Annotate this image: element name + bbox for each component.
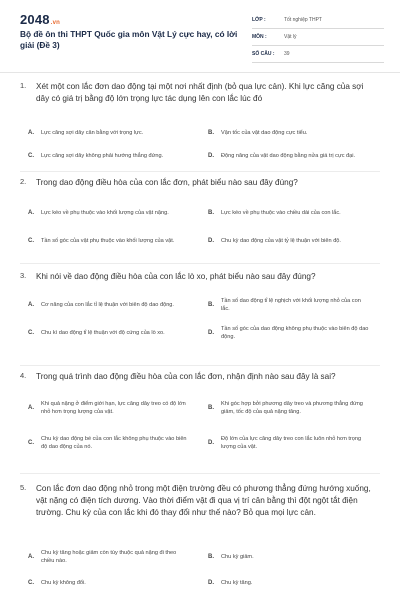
- site-logo[interactable]: [20, 12, 60, 27]
- option-d[interactable]: [208, 231, 378, 251]
- question-text: Trong dao động điều hòa của con lắc đơn, phát biểu nào sau đây đúng?: [36, 178, 298, 187]
- option-c[interactable]: [28, 577, 198, 589]
- option-letter: C.: [28, 153, 34, 159]
- option-letter: B.: [208, 405, 214, 411]
- meta-row-subject: [252, 29, 384, 46]
- option-letter: B.: [208, 210, 214, 216]
- question-number: 3.: [20, 271, 27, 280]
- option-text: Chu kỳ dao động bé của con lắc không phụ thuộc vào biên độ dao động của nó.: [41, 436, 187, 450]
- option-text: Cơ năng của con lắc tỉ lệ thuận với biên độ dao động.: [41, 302, 174, 308]
- question-separator: [20, 365, 380, 366]
- meta-row-count: [252, 46, 384, 63]
- option-letter: A.: [28, 554, 34, 560]
- option-text: Độ lớn của lực căng dây treo con lắc luôn nhỏ hơn trọng lượng của vật.: [221, 436, 362, 450]
- question-list: [0, 73, 400, 600]
- option-letter: C.: [28, 580, 34, 586]
- option-text: Tần số góc của dao động không phụ thuộc vào biên độ dao động.: [221, 326, 369, 340]
- question-separator: [20, 171, 380, 172]
- page-header: [0, 0, 400, 72]
- question-separator: [20, 263, 380, 264]
- option-c[interactable]: [28, 323, 188, 343]
- question-text: Trong quá trình dao động điều hòa của con lắc đơn, nhận định nào sau đây là sai?: [36, 372, 336, 381]
- option-text: Chu kì dao động tỉ lệ thuận với độ cứng của lò xo.: [41, 330, 165, 336]
- option-text: Chu kỳ giảm.: [221, 554, 254, 560]
- option-a[interactable]: [28, 547, 198, 567]
- question-number: 2.: [20, 177, 27, 186]
- document-title: Bộ đề ôn thi THPT Quốc gia môn Vật Lý cực hay, có lời giải (Đề 3): [20, 29, 238, 50]
- option-text: Động năng của vật dao động bằng nửa giá trị cực đại.: [221, 153, 356, 159]
- option-d[interactable]: [208, 147, 378, 165]
- meta-label: SỐ CÂU :: [252, 51, 275, 57]
- option-c[interactable]: [28, 231, 188, 251]
- option-letter: A.: [28, 210, 34, 216]
- option-b[interactable]: [208, 547, 378, 567]
- option-letter: D.: [208, 153, 214, 159]
- option-text: Tần số góc của vật phụ thuộc vào khối lượng của vật.: [41, 238, 175, 244]
- question-number: 5.: [20, 483, 27, 492]
- question-number: 4.: [20, 371, 27, 380]
- option-text: Lực kéo về phụ thuộc vào chiều dài của con lắc.: [221, 210, 341, 216]
- question-item: [0, 177, 400, 267]
- option-a[interactable]: [28, 127, 188, 139]
- option-letter: C.: [28, 330, 34, 336]
- meta-label: MÔN :: [252, 34, 267, 40]
- question-item: [0, 483, 400, 600]
- question-item: [0, 371, 400, 475]
- option-text: Chu kỳ dao động của vật tỷ lệ thuận với biên độ.: [221, 238, 341, 244]
- question-text: Xét một con lắc đơn dao động tại một nơi nhất định (bỏ qua lực cản). Khi lực căng của sợi dây có giá trị bằng độ lớn trọng lực tác dụng lên con lắc lúc đó: [36, 82, 364, 103]
- option-text: Chu kỳ tăng.: [221, 580, 253, 586]
- option-d[interactable]: [208, 433, 378, 453]
- option-letter: C.: [28, 238, 34, 244]
- option-a[interactable]: [28, 203, 188, 223]
- meta-row-class: [252, 12, 384, 29]
- meta-label: LỚP :: [252, 17, 266, 23]
- option-letter: C.: [28, 440, 34, 446]
- option-letter: B.: [208, 130, 214, 136]
- option-text: Khi góc hợp bởi phương dây treo và phương thẳng đứng giảm, tốc độ của quả nặng tăng.: [221, 401, 363, 415]
- option-b[interactable]: [208, 295, 378, 315]
- option-letter: D.: [208, 330, 214, 336]
- option-text: Lực căng sợi dây cân bằng với trọng lực.: [41, 130, 144, 136]
- option-letter: D.: [208, 580, 214, 586]
- option-d[interactable]: [208, 323, 378, 343]
- meta-value: Vật lý: [284, 34, 297, 40]
- meta-value: 39: [284, 51, 290, 57]
- option-text: Khi quả nặng ở điểm giới hạn, lực căng dây treo có độ lớn nhỏ hơn trọng lượng của vật.: [41, 401, 186, 415]
- option-d[interactable]: [208, 577, 378, 589]
- question-text: Khi nói về dao động điều hòa của con lắc lò xo, phát biểu nào sau đây đúng?: [36, 272, 316, 281]
- question-separator: [20, 473, 380, 474]
- logo-main: 2048: [20, 12, 50, 27]
- option-text: Lực kéo về phụ thuộc vào khối lượng của vật nặng.: [41, 210, 169, 216]
- option-letter: A.: [28, 405, 34, 411]
- option-text: Lực căng sợi dây không phải hướng thẳng đứng.: [41, 153, 164, 159]
- option-letter: B.: [208, 554, 214, 560]
- meta-value: Tốt nghiệp THPT: [284, 17, 322, 23]
- question-item: [0, 81, 400, 181]
- option-letter: D.: [208, 238, 214, 244]
- option-b[interactable]: [208, 127, 378, 139]
- question-item: [0, 271, 400, 357]
- option-text: Tần số dao động tỉ lệ nghịch với khối lượng nhỏ của con lắc.: [221, 298, 361, 312]
- option-letter: D.: [208, 440, 214, 446]
- meta-info: [252, 12, 384, 63]
- logo-sub: .vn: [50, 20, 61, 26]
- option-letter: A.: [28, 130, 34, 136]
- question-text: Con lắc đơn dao động nhỏ trong một điện trường đều có phương thẳng đứng hướng xuống, vật nặng có điện tích dương. Vào thời điểm vật đi qua vị trí cân bằng thì đột ngột tắt điện trường. Chu kỳ của con lắc khi đó thay đổi như thế nào? Bỏ qua mọi lực cản.: [36, 484, 371, 517]
- option-a[interactable]: [28, 295, 188, 315]
- option-c[interactable]: [28, 433, 198, 453]
- option-a[interactable]: [28, 395, 198, 421]
- question-number: 1.: [20, 81, 27, 90]
- option-letter: B.: [208, 302, 214, 308]
- option-text: Chu kỳ tăng hoặc giảm còn tùy thuộc quả nặng đi theo chiều nào.: [41, 550, 177, 564]
- option-text: Chu kỳ không đổi.: [41, 580, 86, 586]
- option-letter: A.: [28, 302, 34, 308]
- option-c[interactable]: [28, 147, 188, 165]
- option-b[interactable]: [208, 395, 378, 421]
- option-b[interactable]: [208, 203, 378, 223]
- option-text: Vận tốc của vật dao động cực tiểu.: [221, 130, 308, 136]
